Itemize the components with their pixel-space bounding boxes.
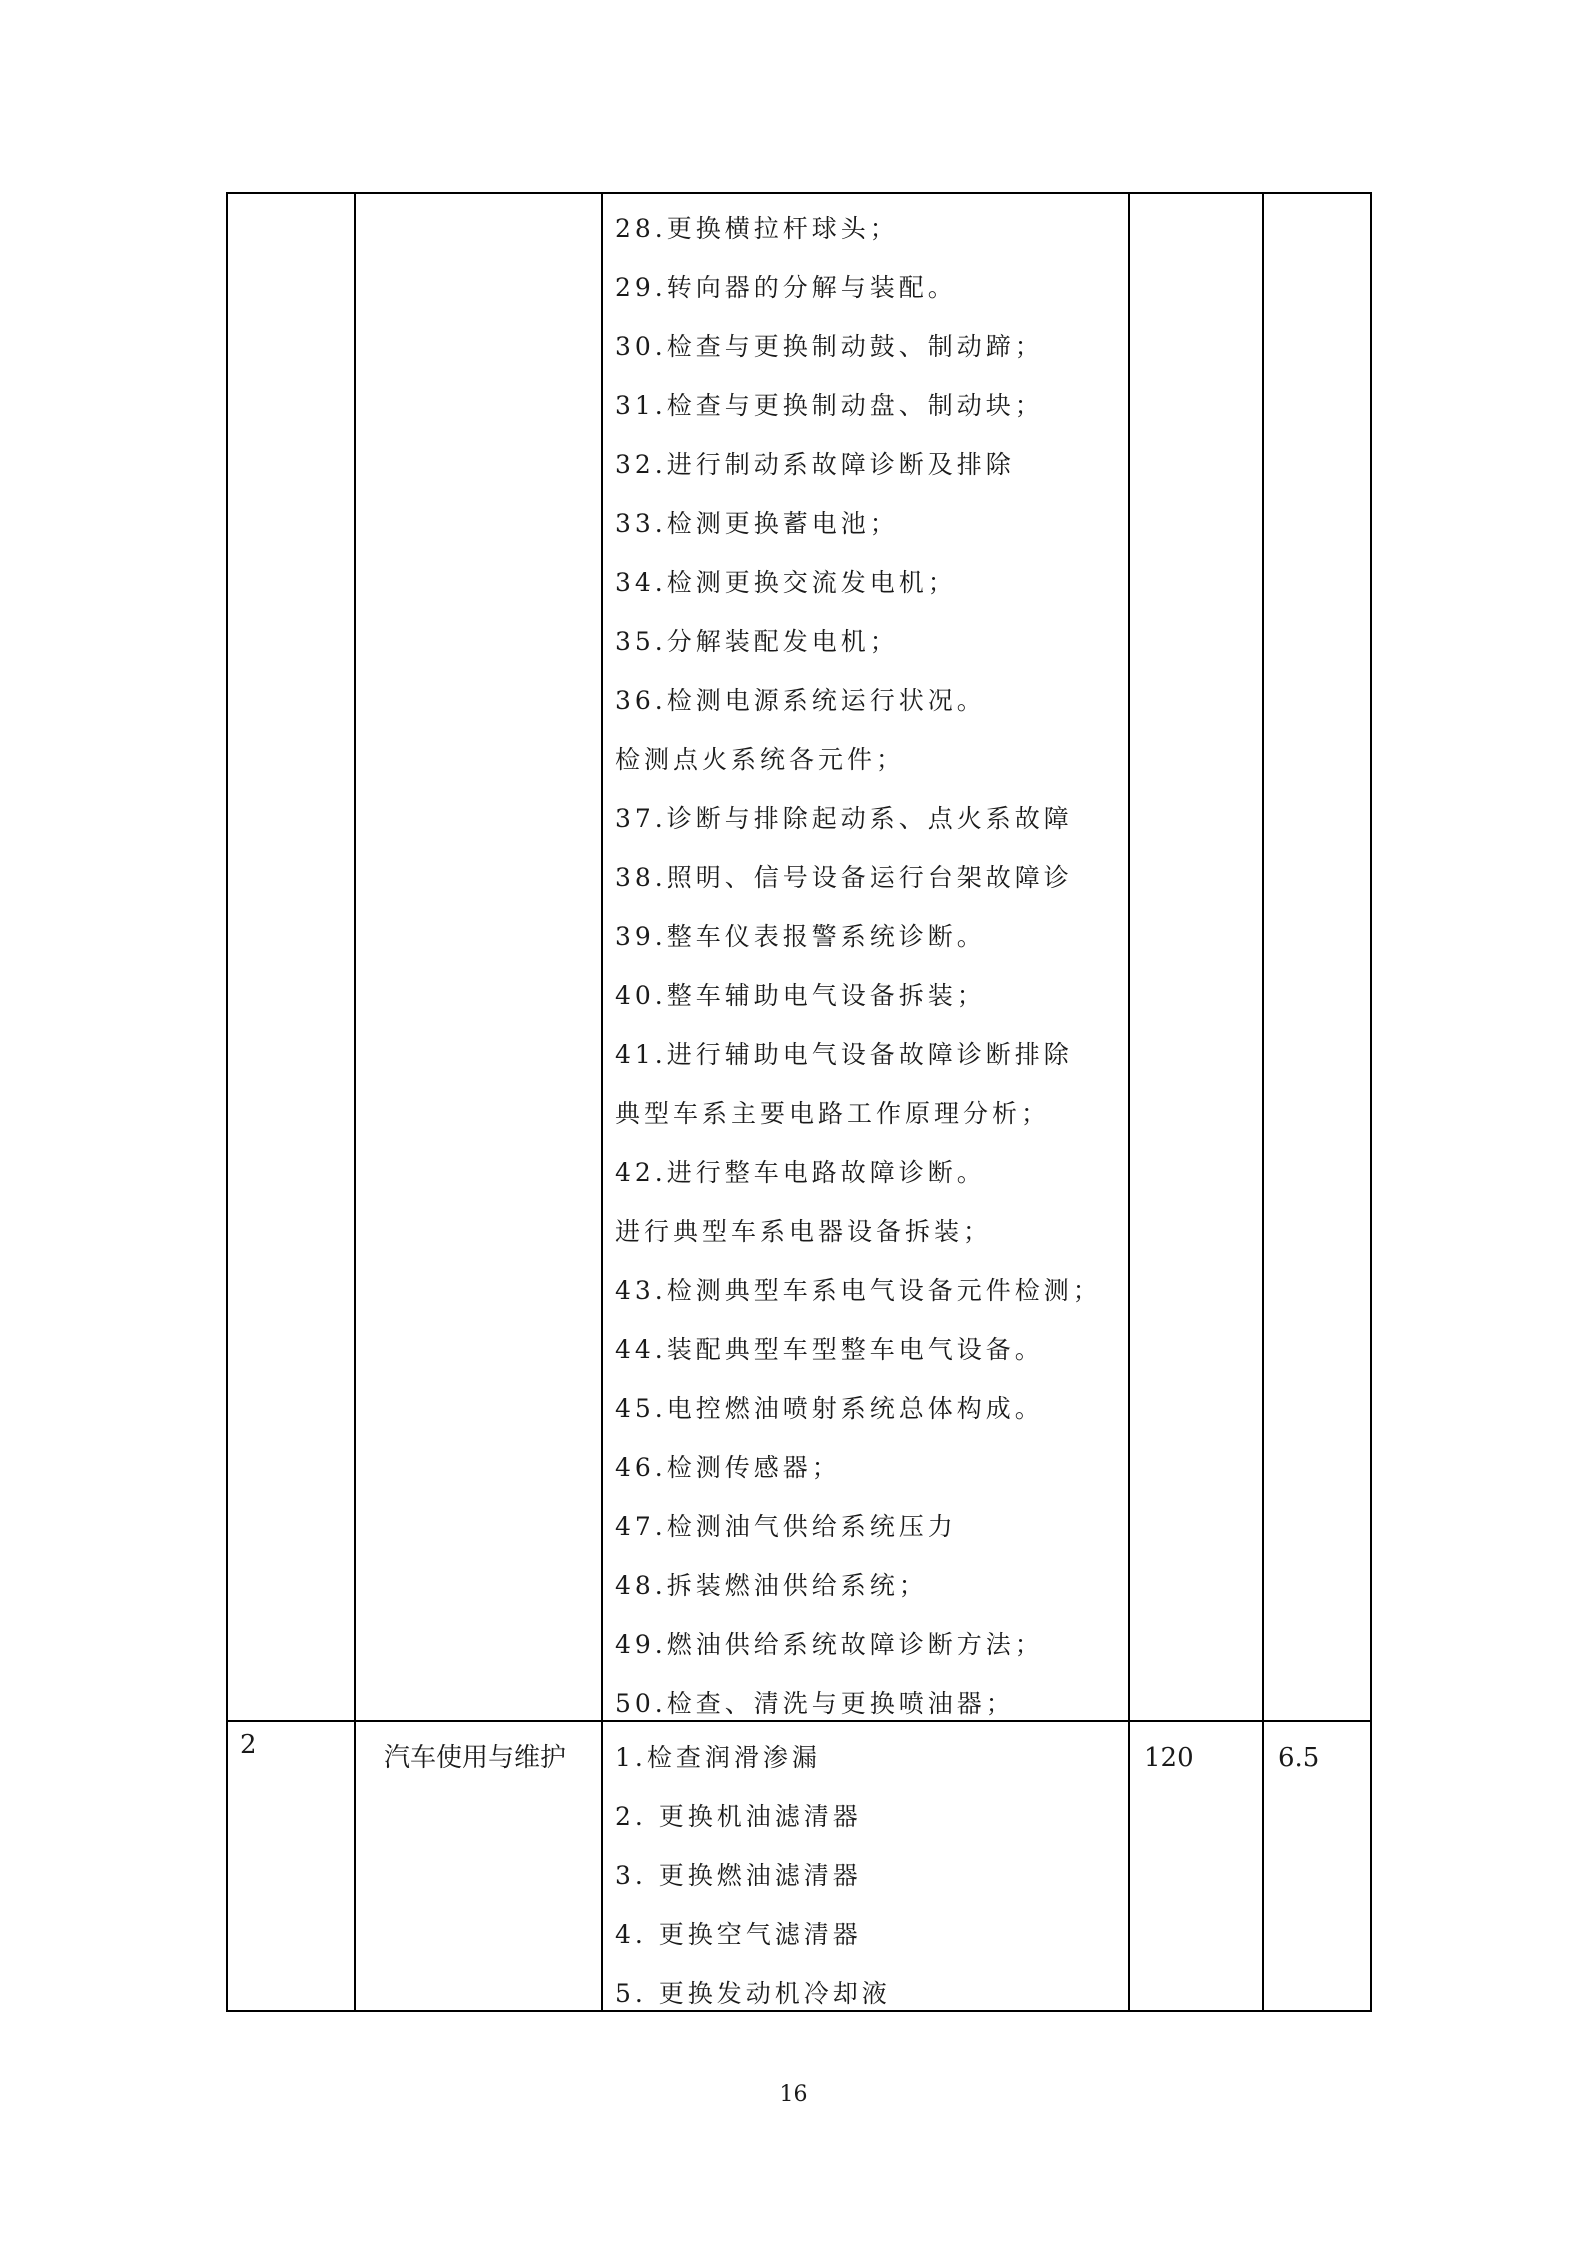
row-divider bbox=[228, 1720, 1370, 1722]
list-item: 34.检测更换交流发电机； bbox=[615, 568, 957, 597]
column-divider bbox=[601, 194, 603, 2010]
list-item: 37.诊断与排除起动系、点火系故障 bbox=[615, 804, 1073, 833]
list-item: 45.电控燃油喷射系统总体构成。 bbox=[615, 1394, 1044, 1423]
list-item: 35.分解装配发电机； bbox=[615, 627, 899, 656]
list-item: 41.进行辅助电气设备故障诊断排除 bbox=[615, 1040, 1073, 1069]
list-item: 36.检测电源系统运行状况。 bbox=[615, 686, 986, 715]
list-item: 42.进行整车电路故障诊断。 bbox=[615, 1158, 986, 1187]
column-divider bbox=[1128, 194, 1130, 2010]
curriculum-table bbox=[226, 192, 1372, 2012]
list-item: 46.检测传感器； bbox=[615, 1453, 841, 1482]
row-number: 2 bbox=[240, 1730, 257, 1760]
list-item: 检测点火系统各元件； bbox=[615, 745, 906, 774]
list-item: 43.检测典型车系电气设备元件检测； bbox=[615, 1276, 1102, 1305]
list-item: 28.更换横拉杆球头； bbox=[615, 214, 899, 243]
list-item: 4. 更换空气滤清器 bbox=[615, 1920, 862, 1949]
list-item: 49.燃油供给系统故障诊断方法； bbox=[615, 1630, 1044, 1659]
column-divider bbox=[1262, 194, 1264, 2010]
page-number: 16 bbox=[779, 2082, 808, 2107]
column-divider bbox=[354, 194, 356, 2010]
list-item: 50.检查、清洗与更换喷油器； bbox=[615, 1689, 1015, 1718]
hours-value: 120 bbox=[1144, 1743, 1194, 1773]
list-item: 5. 更换发动机冷却液 bbox=[615, 1979, 891, 2008]
list-item: 48.拆装燃油供给系统； bbox=[615, 1571, 928, 1600]
credits-value: 6.5 bbox=[1278, 1743, 1320, 1773]
list-item: 40.整车辅助电气设备拆装； bbox=[615, 981, 986, 1010]
course-name: 汽车使用与维护 bbox=[384, 1743, 567, 1773]
list-item: 38.照明、信号设备运行台架故障诊 bbox=[615, 863, 1073, 892]
list-item: 30.检查与更换制动鼓、制动蹄； bbox=[615, 332, 1044, 361]
list-item: 32.进行制动系故障诊断及排除 bbox=[615, 450, 1015, 479]
list-item: 33.检测更换蓄电池； bbox=[615, 509, 899, 538]
list-item: 47.检测油气供给系统压力 bbox=[615, 1512, 957, 1541]
list-item: 进行典型车系电器设备拆装； bbox=[615, 1217, 993, 1246]
list-item: 典型车系主要电路工作原理分析； bbox=[615, 1099, 1051, 1128]
list-item: 2. 更换机油滤清器 bbox=[615, 1802, 862, 1831]
list-item: 3. 更换燃油滤清器 bbox=[615, 1861, 862, 1890]
list-item: 29.转向器的分解与装配。 bbox=[615, 273, 957, 302]
list-item: 44.装配典型车型整车电气设备。 bbox=[615, 1335, 1044, 1364]
list-item: 31.检查与更换制动盘、制动块； bbox=[615, 391, 1044, 420]
list-item: 39.整车仪表报警系统诊断。 bbox=[615, 922, 986, 951]
list-item: 1.检查润滑渗漏 bbox=[615, 1743, 821, 1772]
